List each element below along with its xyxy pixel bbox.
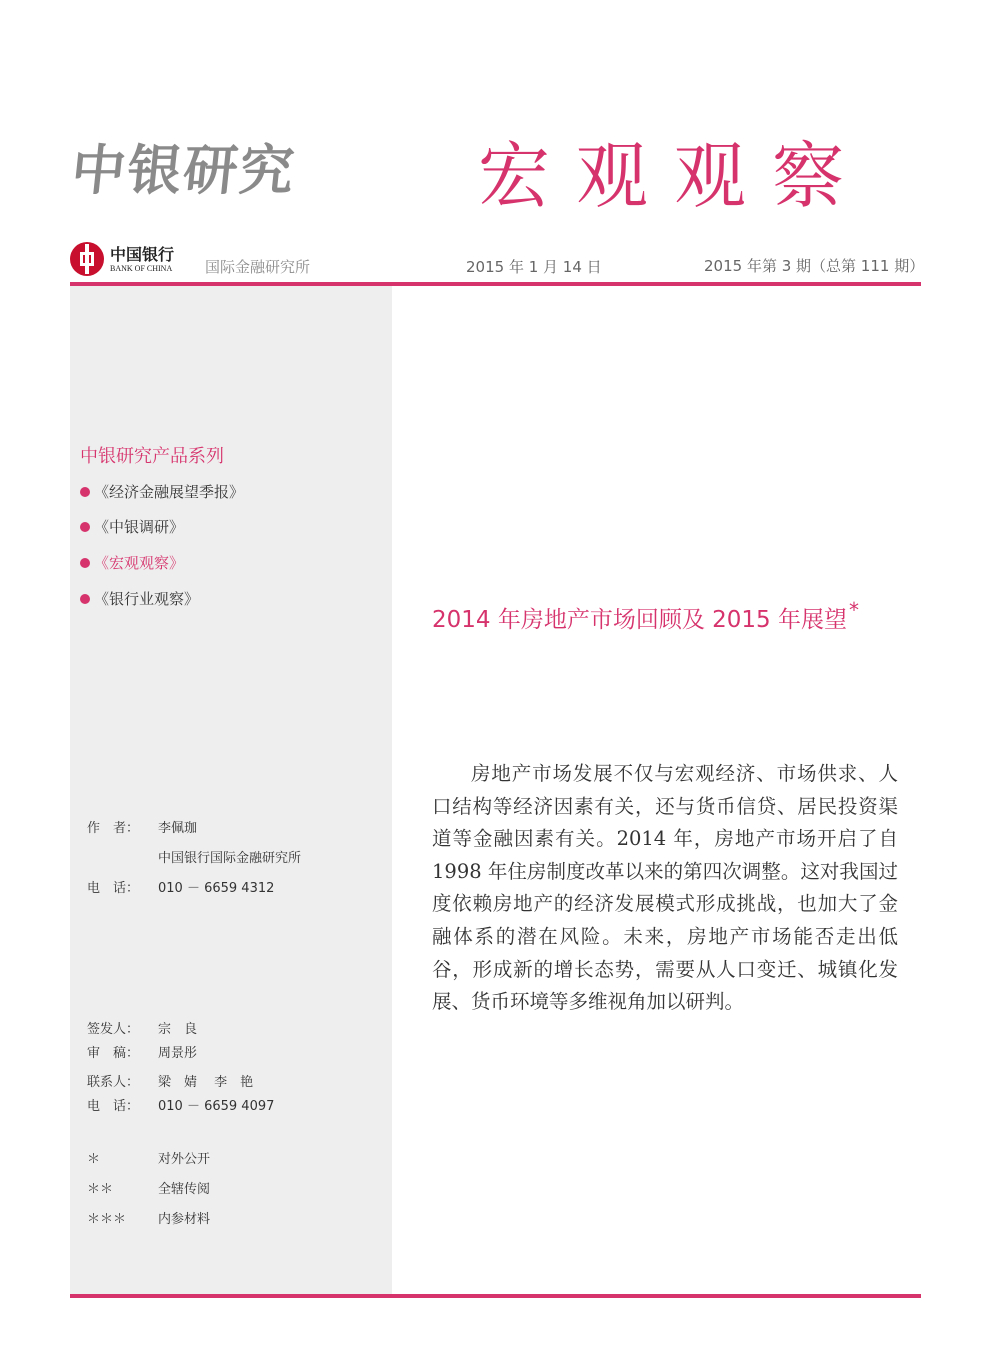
contact-label: 联系人： <box>87 1075 140 1090</box>
contact-names: 梁 婧 李 艳 <box>158 1075 254 1090</box>
report-title-text: 2014 年房地产市场回顾及 2015 年展望 <box>432 607 847 633</box>
bank-of-china-emblem-icon <box>70 242 104 276</box>
reviewer-name: 周景彤 <box>158 1046 198 1061</box>
series-item-label: 《经济金融展望季报》 <box>94 483 245 501</box>
legend-mark: ＊＊ <box>87 1182 114 1197</box>
contact-phone: 010 － 6659 4097 <box>158 1099 275 1114</box>
brand-calligraphy-logo: 中银研究 <box>68 138 299 202</box>
logo-text-cn: 中国银行 <box>110 245 175 264</box>
contact-phone-label: 电 话： <box>87 1099 140 1114</box>
series-item-banking-observation[interactable] <box>80 588 199 609</box>
series-item-macro-observation[interactable] <box>80 552 184 573</box>
publication-title: 宏观观察 <box>478 134 871 218</box>
author-label: 作 者： <box>87 821 140 836</box>
signer-label: 签发人： <box>87 1022 140 1037</box>
series-item-label: 《中银调研》 <box>94 518 185 536</box>
legend-text: 对外公开 <box>158 1152 211 1167</box>
logo-text-en: BANK OF CHINA <box>110 264 173 273</box>
series-title: 中银研究产品系列 <box>80 446 224 467</box>
issue-number: 2015 年第 3 期（总第 111 期） <box>704 257 925 275</box>
bullet-icon <box>80 558 90 568</box>
legend-text: 全辖传阅 <box>158 1182 211 1197</box>
reviewer-label: 审 稿： <box>87 1046 140 1061</box>
bullet-icon <box>80 522 90 532</box>
author-phone: 010 － 6659 4312 <box>158 881 275 896</box>
signer-name: 宗 良 <box>158 1022 198 1037</box>
legend-text: 内参材料 <box>158 1212 211 1227</box>
footer-divider <box>70 1294 921 1298</box>
sidebar-panel <box>70 286 392 1294</box>
author-name: 李佩珈 <box>158 821 198 836</box>
publish-date: 2015 年 1 月 14 日 <box>466 258 602 276</box>
series-item-outlook-quarterly[interactable] <box>80 481 244 502</box>
bullet-icon <box>80 594 90 604</box>
legend-mark: ＊ <box>87 1152 101 1167</box>
series-item-label: 《银行业观察》 <box>94 590 200 608</box>
author-phone-label: 电 话： <box>87 881 140 896</box>
bullet-icon <box>80 487 90 497</box>
legend-mark: ＊＊＊ <box>87 1212 127 1227</box>
series-item-label: 《宏观观察》 <box>94 554 185 572</box>
author-org: 中国银行国际金融研究所 <box>158 851 302 866</box>
series-item-research[interactable] <box>80 516 184 537</box>
report-title-footnote-mark: * <box>849 598 859 622</box>
report-abstract: 房地产市场发展不仅与宏观经济、市场供求、人口结构等经济因素有关，还与货币信贷、居民投资渠道等金融因素有关。2014 年，房地产市场开启了自 1998 年住房制度改革以来的第四次调整。这对我国过度依赖房地产的经济发展模式形成挑战，也加大了金融体系的潜在风险。未来，房地产市场能否走出低谷，形成新的增长态势，需要从人口变迁、城镇化发展、货币环境等多维视角加以研判。 <box>432 762 898 1014</box>
institute-name: 国际金融研究所 <box>205 258 311 276</box>
report-title <box>432 598 859 634</box>
bank-of-china-logo <box>70 242 200 278</box>
